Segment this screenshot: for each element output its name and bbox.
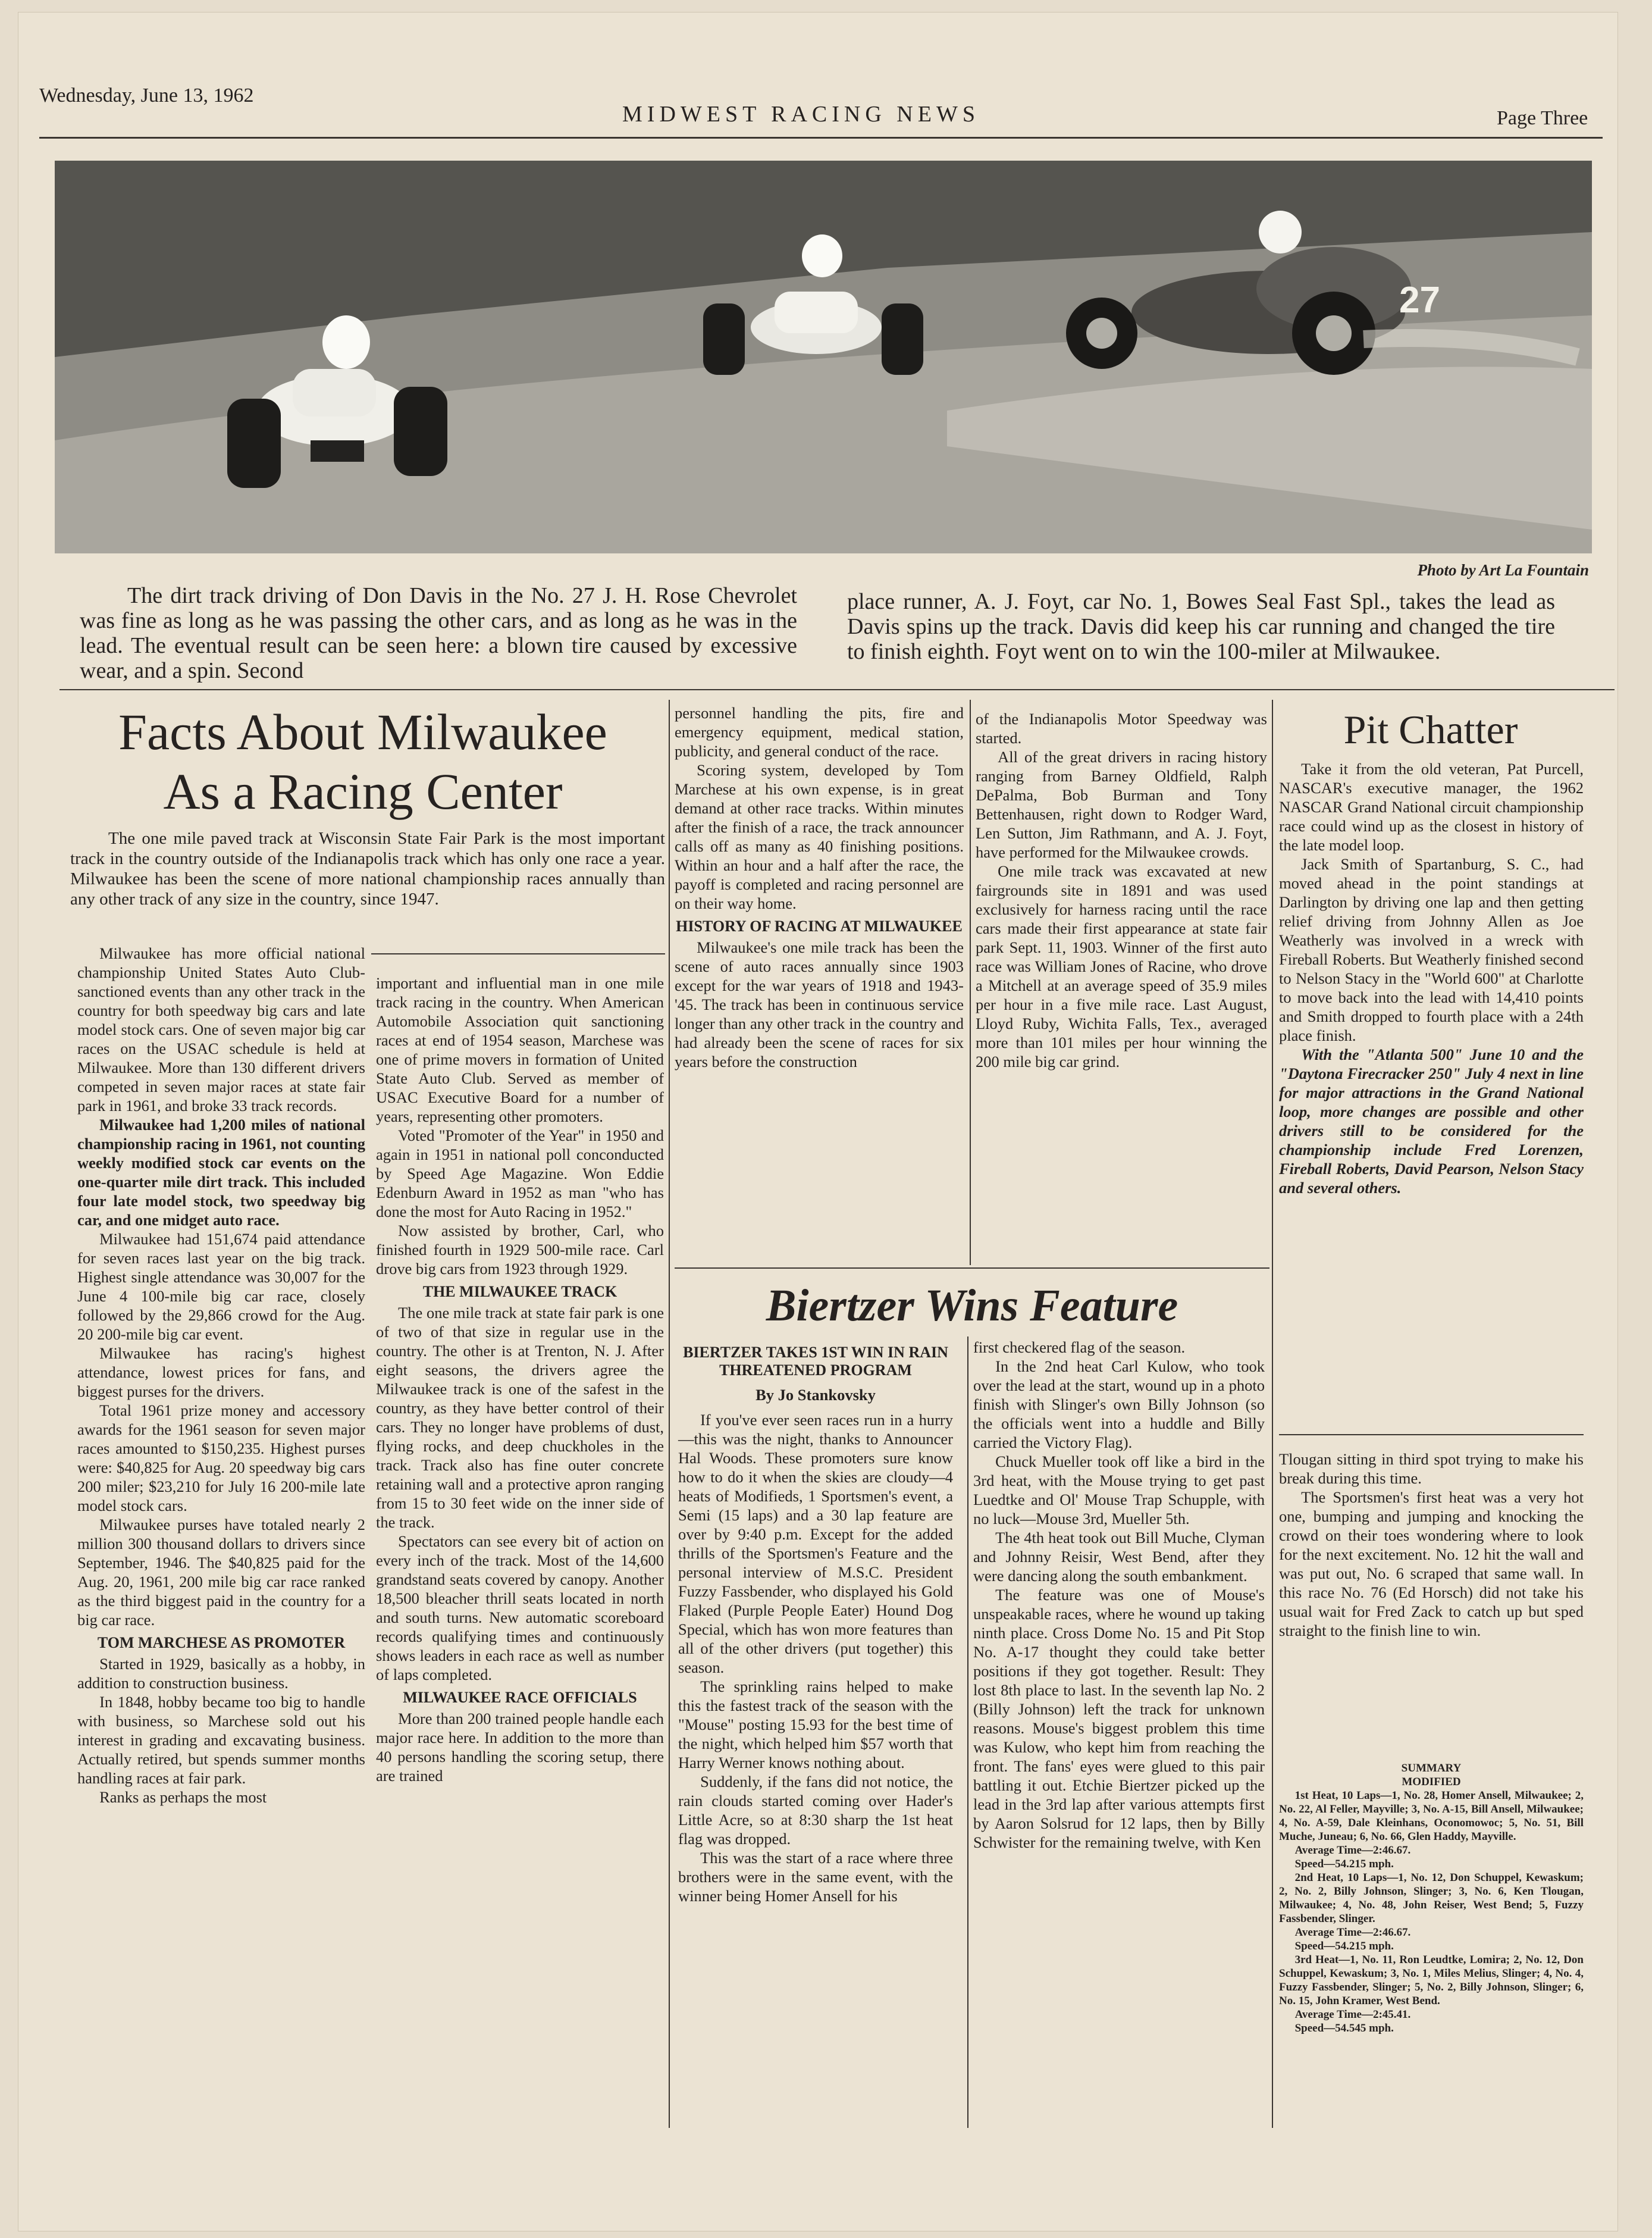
- paragraph: Milwaukee had 151,674 paid attendance for seven races last year on the big track. Highest single attendance was 30,007 for the June 4 100-mile big car race, closely followed by the 29,866 crowd for the Aug. 20 200-mile big car event.: [77, 1230, 365, 1343]
- biertzer-column-2: [973, 1338, 1265, 1852]
- paragraph: Milwaukee has racing's highest attendance, lowest prices for fans, and biggest purses for the drivers.: [77, 1344, 365, 1400]
- caption-left: The dirt track driving of Don Davis in the No. 27 J. H. Rose Chevrolet was fine as long as he was passing the other cars, and as long as he was in the lead. The eventual result can be seen here: a blown tire caused by excessive wear, and a spin. Second: [80, 583, 797, 683]
- pit-chatter-column: [1279, 759, 1584, 1197]
- pit-chatter-headline: Pit Chatter: [1343, 707, 1518, 752]
- paragraph: The feature was one of Mouse's unspeakable races, where he wound up taking ninth place. Cross Dome No. 15 and Pit Stop No. A-17 thought they could take better positions if they got together. Result: They lost 8th place to last. In the seventh lap No. 2 (Billy Johnson) left the track for unknown reasons. Mouse's biggest problem this time was Kulow, who kept him from reaching the front. The fans' eyes were glued to this pair battling it out. Etchie Biertzer picked up the lead in the 3rd lap after various attempts first by Aaron Solsrud for 12 laps, then by Billy Schwister for the remaining twelve, with Ken: [973, 1586, 1265, 1851]
- header-rule: [39, 137, 1603, 139]
- paragraph: Milwaukee's one mile track has been the scene of auto races annually since 1903 except for the war years of 1918 and 1943-'45. The track has been in continuous service longer than any other track in the country and had already been the scene of races for six years before the construction: [675, 938, 964, 1071]
- paragraph: All of the great drivers in racing history ranging from Barney Oldfield, Ralph DePalma, Bob Burman and Tony Bettenhausen, right down to Rodger Ward, Len Sutton, Jim Rathmann, and A. J. Foyt, have performed for the Milwaukee crowds.: [976, 748, 1267, 861]
- summary-line: 1st Heat, 10 Laps—1, No. 28, Homer Ansell, Milwaukee; 2, No. 22, Al Feller, Mayville; 3, No. A-15, Bill Ansell, Milwaukee; 4, No. A-59, Dale Kleinhans, Oconomowoc; 5, No. 51, Bill Muche, Juneau; 6, No. 66, Glen Haddy, Mayville.: [1279, 1789, 1584, 1843]
- facts-headline-line2: As a Racing Center: [163, 763, 563, 820]
- paragraph: With the "Atlanta 500" June 10 and the "Daytona Firecracker 250" July 4 next in line for major attractions in the Grand National loop, more changes are possible and other drivers still to be considered for the championship include Fred Lorenzen, Fireball Roberts, David Pearson, Nelson Stacy and several others.: [1279, 1046, 1584, 1197]
- paragraph: One mile track was excavated at new fairgrounds site in 1891 and was used exclusively for harness racing until the race cars made their first appearance at state fair park Sept. 11, 1903. Winner of the first auto race was William Jones of Racine, who drove a Mitchell at an average speed of 35.9 miles per hour in a five mile race. Last August, Lloyd Ruby, Wichita Falls, Tex., averaged more than 101 miles per hour winning the 200 mile big car grind.: [976, 862, 1267, 1071]
- page-number: Page Three: [1497, 107, 1588, 129]
- subhead-track: THE MILWAUKEE TRACK: [422, 1283, 617, 1300]
- paragraph: If you've ever seen races run in a hurry—this was the night, thanks to Announcer Hal Woods. These promoters sure know how to do it when the skies are cloudy—4 heats of Modifieds, 1 Sportsmen's event, a Semi (15 laps) and a 30 lap feature are over by 9:40 p.m. Except for the added thrills of the Sportsmen's Feature and the personal interview of M.S.C. President Fuzzy Fassbender, who displayed his Gold Flaked (Purple People Eater) Hound Dog Special, which has won more features than all of the other drivers (put together) this season.: [678, 1411, 953, 1676]
- facts-column-3: [675, 703, 964, 1071]
- summary-line: Average Time—2:46.67.: [1294, 1926, 1411, 1939]
- paragraph: Suddenly, if the fans did not notice, the rain clouds started coming over Hader's Little Acre, so at 8:30 sharp the 1st heat flag was dropped.: [678, 1773, 953, 1848]
- race-summary: [1279, 1761, 1584, 2035]
- caption-right: place runner, A. J. Foyt, car No. 1, Bowes Seal Fast Spl., takes the lead as Davis spins up the track. Davis did keep his car running and changed the tire to finish eighth. Foyt went on to win the 100-miler at Milwaukee.: [847, 589, 1555, 664]
- facts-intro: The one mile paved track at Wisconsin State Fair Park is the most important track in the country outside of the Indianapolis track which has only one race a year. Milwaukee has been the scene of more national championship races annually than any other track of any size in the country, since 1947.: [70, 829, 665, 909]
- paragraph: The 4th heat took out Bill Muche, Clyman and Johnny Reisir, West Bend, after they were dancing along the south embankment.: [973, 1529, 1265, 1585]
- paragraph: first checkered flag of the season.: [973, 1338, 1186, 1356]
- biertzer-byline: By Jo Stankovsky: [756, 1386, 876, 1404]
- caption-rule: [59, 689, 1615, 690]
- paragraph: Spectators can see every bit of action on every inch of the track. Most of the 14,600 grandstand seats covered by canopy. Another 18,500 bleacher thrill seats located in north and south turns. New automatic scoreboard records qualifying times and continuously shows leaders in each race as well as number of laps completed.: [376, 1532, 664, 1683]
- summary-line: Speed—54.215 mph.: [1294, 1858, 1394, 1870]
- paragraph: Tlougan sitting in third spot trying to make his break during this time.: [1279, 1450, 1584, 1487]
- paragraph: In 1848, hobby became too big to handle with business, so Marchese sold out his interest in grading and excavating business. Actually retired, but spends summer months handling races at fair park.: [77, 1693, 365, 1787]
- story-divider-rule: [675, 1267, 1269, 1269]
- paragraph: The sprinkling rains helped to make this the fastest track of the season with the "Mouse" posting 15.93 for the best time of the night, which helped him $57 worth that Harry Werner knows nothing about.: [678, 1677, 953, 1771]
- race-scene-illustration: [55, 161, 1592, 553]
- summary-subtitle: MODIFIED: [1402, 1776, 1461, 1788]
- summary-line: Average Time—2:46.67.: [1294, 1844, 1411, 1857]
- subhead-officials: MILWAUKEE RACE OFFICIALS: [403, 1689, 637, 1706]
- paragraph: Take it from the old veteran, Pat Purcell, NASCAR's executive manager, the 1962 NASCAR Grand National circuit championship race could wind up as the closest in history of the late model loop.: [1279, 760, 1584, 854]
- summary-line: Average Time—2:45.41.: [1294, 2008, 1411, 2021]
- paragraph: Now assisted by brother, Carl, who finished fourth in 1929 500-mile race. Carl drove big cars from 1923 through 1929.: [376, 1222, 664, 1278]
- issue-date: Wednesday, June 13, 1962: [39, 84, 254, 107]
- paragraph: In the 2nd heat Carl Kulow, who took over the lead at the start, wound up in a photo finish with Slinger's own Billy Johnson (so the officials went into a huddle and Billy carried the Victory Flag).: [973, 1357, 1265, 1451]
- paragraph: The one mile track at state fair park is one of two of that size in regular use in the country. The other is at Trenton, N. J. After eight seasons, the drivers agree the Milwaukee track is one of the safest in the country, as they have better control of their cars. They no longer have problems of dust, flying rocks, and deep chuckholes in the track. Track also has fine outer concrete retaining wall and a protective apron ranging from 15 to 30 feet wide on the inner side of the track.: [376, 1304, 664, 1531]
- paragraph: Milwaukee has more official national championship United States Auto Club-sanctioned events than any other track in the country for both speedway big cars and late model stock cars. One of seven major big car races on the USAC schedule is held at Milwaukee. More than 130 different drivers competed in seven major races at state fair park in 1961, and broke 33 track records.: [77, 944, 365, 1115]
- paragraph: Started in 1929, basically as a hobby, in addition to construction business.: [77, 1655, 365, 1692]
- paragraph: Milwaukee purses have totaled nearly 2 million 300 thousand dollars to drivers since September, 1946. The $40,825 paid for the Aug. 20, 1961, 200 mile big car race ranked as the third biggest paid in the country for a big car race.: [77, 1516, 365, 1629]
- paragraph: Total 1961 prize money and accessory awards for the 1961 season for seven major races amounted to $150,235. Highest purses were: $40,825 for Aug. 20 speedway big cars 200 miler; $23,210 for July 16 200-mile late model stock cars.: [77, 1401, 365, 1514]
- biertzer-deck: BIERTZER TAKES 1ST WIN IN RAIN THREATENED PROGRAM: [683, 1344, 948, 1379]
- paragraph: Chuck Mueller took off like a bird in the 3rd heat, with the Mouse trying to get past Luedtke and Ol' Mouse Trap Schupple, with no luck—Mouse 3rd, Mueller 5th.: [973, 1453, 1265, 1528]
- facts-intro-rule: [371, 953, 665, 954]
- paragraph: important and influential man in one mile track racing in the country. When American Automobile Association quit sanctioning races at end of 1954 season, Marchese was one of prime movers in formation of United State Auto Club. Served as member of USAC Executive Board for a number of years, representing other promoters.: [376, 974, 664, 1125]
- column-divider: [970, 700, 971, 1265]
- paragraph: Jack Smith of Spartanburg, S. C., had moved ahead in the point standings at Darlington by driving one lap and then getting relief driving from Johnny Allen as Joe Weatherly was involved in a wreck with Fireball Roberts. But Weatherly finished second to Nelson Stacy in the "World 600" at Charlotte to move back into the lead with 14,410 points and Smith dropped to fourth place with a 24th place finish.: [1279, 855, 1584, 1044]
- photo-credit: Photo by Art La Fountain: [1417, 561, 1589, 579]
- summary-line: Speed—54.545 mph.: [1294, 2022, 1394, 2034]
- paragraph: Ranks as perhaps the most: [99, 1788, 267, 1806]
- masthead: MIDWEST RACING NEWS: [622, 102, 980, 127]
- paragraph: Scoring system, developed by Tom Marchese at his own expense, is in great demand at other race tracks. Within minutes after the finish of a race, the track announcer calls off as many as 40 finishing positions. Within an hour and a half after the race, the payoff is completed and racing personnel are on their way home.: [675, 761, 964, 912]
- subhead-history: HISTORY OF RACING AT MILWAUKEE: [676, 918, 963, 935]
- biertzer-column-1: [678, 1339, 953, 1905]
- summary-title: SUMMARY: [1401, 1762, 1462, 1774]
- paragraph: More than 200 trained people handle each major race here. In addition to the more than 40 persons handling the scoring setup, there are trained: [376, 1710, 664, 1785]
- paragraph: personnel handling the pits, fire and emergency equipment, medical station, publicity, and general conduct of the race.: [675, 704, 964, 760]
- car-number-27: 27: [1399, 280, 1440, 321]
- paragraph: Milwaukee had 1,200 miles of national championship racing in 1961, not counting weekly modified stock car events on the one-quarter mile dirt track. This included four late model stock, two speedway big car, and one midget auto race.: [77, 1116, 365, 1229]
- race-photo: [55, 161, 1592, 553]
- biertzer-headline: Biertzer Wins Feature: [766, 1281, 1178, 1331]
- column-divider: [967, 1336, 968, 2128]
- subhead-promoter: TOM MARCHESE AS PROMOTER: [97, 1634, 346, 1651]
- facts-headline-line1: Facts About Milwaukee: [118, 703, 607, 760]
- paragraph: Voted "Promoter of the Year" in 1950 and again in 1951 in national poll conconducted by Speed Age Magazine. Won Eddie Edenburn Award in 1952 as man "who has done the most for Auto Racing in 1952.": [376, 1126, 664, 1220]
- summary-line: Speed—54.215 mph.: [1294, 1940, 1394, 1952]
- column-divider: [1272, 700, 1273, 2128]
- summary-line: 2nd Heat, 10 Laps—1, No. 12, Don Schuppel, Kewaskum; 2, No. 2, Billy Johnson, Slinger; 3, No. 6, Ken Tlougan, Milwaukee; 4, No. 48, John Reiser, West Bend; 5, Fuzzy Fassbender, Slinger.: [1279, 1871, 1584, 1925]
- facts-column-4: [976, 709, 1267, 1071]
- paragraph: The Sportsmen's first heat was a very hot one, bumping and jumping and knocking the crowd on their toes wondering where to look for the next excitement. No. 12 hit the wall and was put out, No. 6 scraped that same wall. In this race No. 76 (Ed Horsch) did not take his usual wait for Fred Zack to catch up but sped straight to the finish line to win.: [1279, 1488, 1584, 1639]
- facts-column-2: [376, 974, 664, 1785]
- facts-headline: [59, 702, 666, 821]
- summary-line: 3rd Heat—1, No. 11, Ron Leudtke, Lomira; 2, No. 12, Don Schuppel, Kewaskum; 3, No. 1, Miles Melius, Slinger; 4, No. 4, Fuzzy Fassbender, Slinger; 5, No. 2, Billy Johnson, Slinger; 6, No. 15, John Kramer, West Bend.: [1279, 1954, 1584, 2007]
- facts-column-1: [77, 944, 365, 1807]
- biertzer-column-3: [1279, 1450, 1584, 1640]
- paragraph: of the Indianapolis Motor Speedway was started.: [976, 710, 1267, 747]
- pit-chatter-rule: [1279, 1434, 1584, 1435]
- column-divider: [669, 700, 670, 2128]
- paragraph: This was the start of a race where three brothers were in the same event, with the winner being Homer Ansell for his: [678, 1849, 953, 1905]
